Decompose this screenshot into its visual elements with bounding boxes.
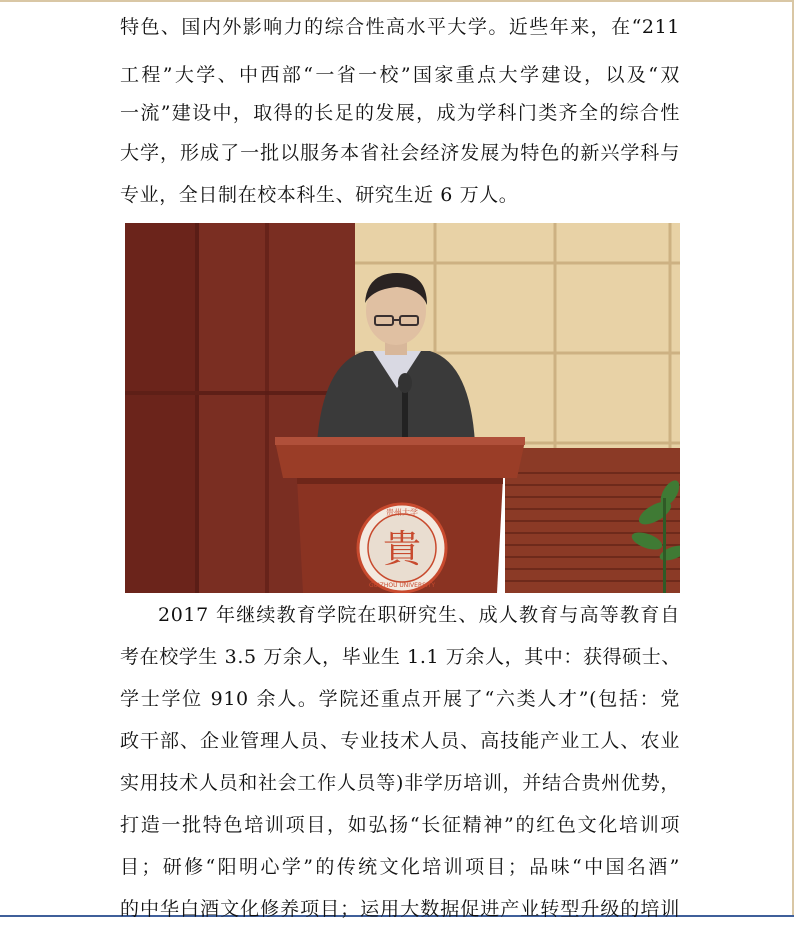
text-line: 政干部、企业管理人员、专业技术人员、高技能产业工人、农业 [120, 730, 680, 752]
text-line: 特色、国内外影响力的综合性高水平大学。近些年来，在“211 [120, 16, 680, 38]
speaker-at-podium-photo [125, 223, 680, 593]
text-line: 打造一批特色培训项目，如弘扬“长征精神”的红色文化培训项 [120, 814, 680, 836]
page-border-top [0, 0, 794, 2]
emblem-bottom-text: GUIZHOU UNIVERSITY [368, 582, 436, 589]
emblem-glyph: 貴 [382, 527, 422, 571]
text-line: 实用技术人员和社会工作人员等)非学历培训，并结合贵州优势， [120, 772, 680, 794]
text-line: 工程”大学、中西部“一省一校”国家重点大学建设，以及“双 [120, 64, 680, 86]
emblem-top-text: 贵州大学 [386, 508, 418, 517]
text-line: 的中华白酒文化修养项目；运用大数据促进产业转型升级的培训 [120, 898, 680, 920]
text-line: 大学，形成了一批以服务本省社会经济发展为特色的新兴学科与 [120, 142, 680, 164]
text-line: 考在校学生 3.5 万余人，毕业生 1.1 万余人，其中：获得硕士、 [120, 646, 681, 668]
text-line: 一流”建设中，取得的长足的发展，成为学科门类齐全的综合性 [120, 102, 680, 124]
text-line: 学士学位 910 余人。学院还重点开展了“六类人才”(包括：党 [120, 688, 680, 710]
text-line: 目；研修“阳明心学”的传统文化培训项目；品味“中国名酒” [120, 856, 680, 878]
text-line: 2017 年继续教育学院在职研究生、成人教育与高等教育自 [158, 604, 680, 626]
speaker-photo [125, 223, 680, 593]
text-line: 专业，全日制在校本科生、研究生近 6 万人。 [120, 184, 519, 206]
